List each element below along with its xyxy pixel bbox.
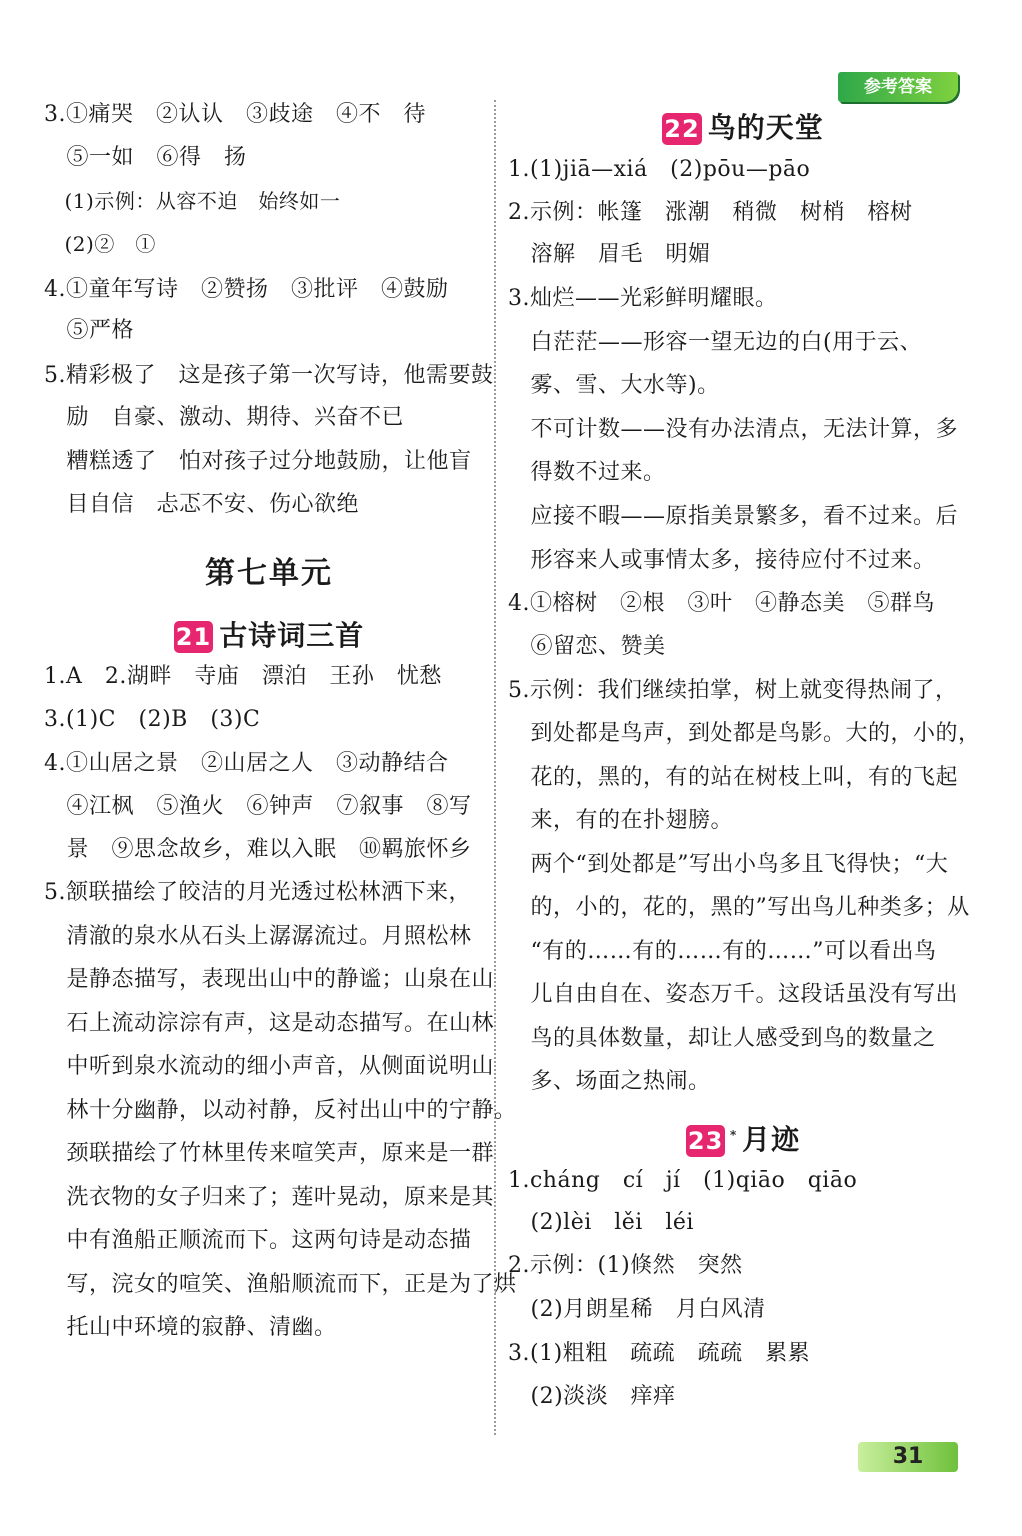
answer-line: 5.示例：我们继续拍掌，树上就变得热闹了，: [508, 678, 958, 703]
answer-line: 中听到泉水流动的细小声音，从侧面说明山: [44, 1054, 495, 1079]
lesson-number-badge: [686, 1125, 738, 1157]
answer-line: 不可计数——没有办法清点，无法计算，多: [508, 417, 959, 442]
answer-line: 3.①痛哭 ②认认 ③歧途 ④不 待: [44, 102, 426, 127]
answer-line: 得数不过来。: [508, 460, 666, 485]
lesson-22-title: [508, 106, 978, 146]
answer-line: 1.cháng cí jí (1)qiāo qiāo: [508, 1168, 858, 1193]
answer-line: 4.①童年写诗 ②赞扬 ③批评 ④鼓励: [44, 277, 449, 302]
answer-line: 颈联描绘了竹林里传来喧笑声，原来是一群: [44, 1141, 495, 1166]
answer-line: 多、场面之热闹。: [508, 1069, 711, 1094]
answer-line: 3.(1)粗粗 疏疏 疏疏 累累: [508, 1341, 811, 1366]
answer-line: 林十分幽静，以动衬静，反衬出山中的宁静。: [44, 1098, 517, 1123]
answer-line: 3.(1)C (2)B (3)C: [44, 707, 261, 732]
answer-line: 儿自由自在、姿态万千。这段话虽没有写出: [508, 982, 959, 1007]
answer-line: 写，浣女的喧笑、渔船顺流而下，正是为了烘: [44, 1272, 517, 1297]
answer-line: 的，小的，花的，黑的”写出鸟儿种类多；从: [508, 895, 970, 920]
answer-line: 洗衣物的女子归来了；莲叶晃动，原来是其: [44, 1185, 495, 1210]
answer-line: 糟糕透了 怕对孩子过分地鼓励，让他盲: [44, 449, 472, 474]
answer-line: 石上流动淙淙有声，这是动态描写。在山林: [44, 1011, 495, 1036]
answer-line: 来，有的在扑翅膀。: [508, 808, 734, 833]
page-number: 31: [858, 1442, 958, 1472]
answer-line: ⑤一如 ⑥得 扬: [44, 145, 247, 170]
answer-line: 1.A 2.湖畔 寺庙 漂泊 王孙 忧愁: [44, 664, 442, 689]
lesson-number-badge: 22: [664, 115, 700, 143]
answer-line: (2)淡淡 痒痒: [508, 1384, 676, 1409]
answer-line: 花的，黑的，有的站在树枝上叫，有的飞起: [508, 765, 959, 790]
answer-line: (1)示例：从容不迫 始终如一: [44, 189, 341, 213]
answer-line: 励 自豪、激动、期待、兴奋不已: [44, 405, 405, 430]
answer-line: 4.①榕树 ②根 ③叶 ④静态美 ⑤群鸟: [508, 591, 935, 616]
answer-line: 景 ⑨思念故乡，难以入眠 ⑩羁旅怀乡: [44, 837, 472, 862]
answer-line: 鸟的具体数量，却让人感受到鸟的数量之: [508, 1026, 936, 1051]
answer-line: ④江枫 ⑤渔火 ⑥钟声 ⑦叙事 ⑧写: [44, 794, 472, 819]
answer-line: (2)② ①: [44, 232, 156, 256]
answer-line: 清澈的泉水从石头上潺潺流过。月照松林: [44, 924, 472, 949]
answer-line: 形容来人或事情太多，接待应付不过来。: [508, 548, 936, 573]
answer-line: 白茫茫——形容一望无边的白(用于云、: [508, 330, 923, 355]
answer-line: 2.示例：帐篷 涨潮 稍微 树梢 榕树: [508, 200, 913, 225]
answer-line: 应接不暇——原指美景繁多，看不过来。后: [508, 504, 959, 529]
answer-line: ⑥留恋、赞美: [508, 634, 666, 659]
lesson-21-title: [44, 614, 494, 654]
answer-line: 3.灿烂——光彩鲜明耀眼。: [508, 286, 778, 311]
answer-key-tag: 参考答案: [838, 72, 958, 102]
lesson-name: 古诗词三首: [219, 619, 365, 652]
answer-line: 中有渔船正顺流而下。这两句诗是动态描: [44, 1228, 472, 1253]
answer-line: 目自信 忐忑不安、伤心欲绝: [44, 492, 360, 517]
answer-line: 2.示例：(1)倏然 突然: [508, 1253, 743, 1278]
lesson-name: 鸟的天堂: [707, 111, 824, 144]
column-divider: [494, 100, 496, 1435]
answer-line: ⑤严格: [44, 318, 135, 343]
answer-line: (2)lèi lěi léi: [508, 1210, 694, 1235]
answer-line: 到处都是鸟声，到处都是鸟影。大的，小的，: [508, 721, 981, 746]
lesson-23-title: [508, 1118, 978, 1158]
lesson-number: 23: [687, 1127, 724, 1155]
answer-line: 两个“到处都是”写出小鸟多且飞得快；“大: [508, 852, 949, 877]
answer-line: (2)月朗星稀 月白风清: [508, 1297, 766, 1322]
answer-line: 托山中环境的寂静、清幽。: [44, 1315, 337, 1340]
answer-line: 1.(1)jiā—xiá (2)pōu—pāo: [508, 157, 811, 182]
answer-line: 5.精彩极了 这是孩子第一次写诗，他需要鼓: [44, 363, 494, 388]
answer-line: 雾、雪、大水等)。: [508, 373, 720, 398]
answer-line: 溶解 眉毛 明媚: [508, 242, 711, 267]
answer-line: “有的……有的……有的……”可以看出鸟: [508, 939, 937, 964]
lesson-number-badge: 21: [175, 623, 212, 651]
answer-line: 4.①山居之景 ②山居之人 ③动静结合: [44, 751, 449, 776]
unit-title: 第七单元: [205, 556, 333, 591]
answer-line: 是静态描写，表现出山中的静谧；山泉在山: [44, 967, 495, 992]
optional-lesson-star: *: [730, 1128, 738, 1142]
lesson-name: 月迹: [742, 1123, 801, 1156]
answer-line: 5.颔联描绘了皎洁的月光透过松林洒下来，: [44, 880, 471, 905]
